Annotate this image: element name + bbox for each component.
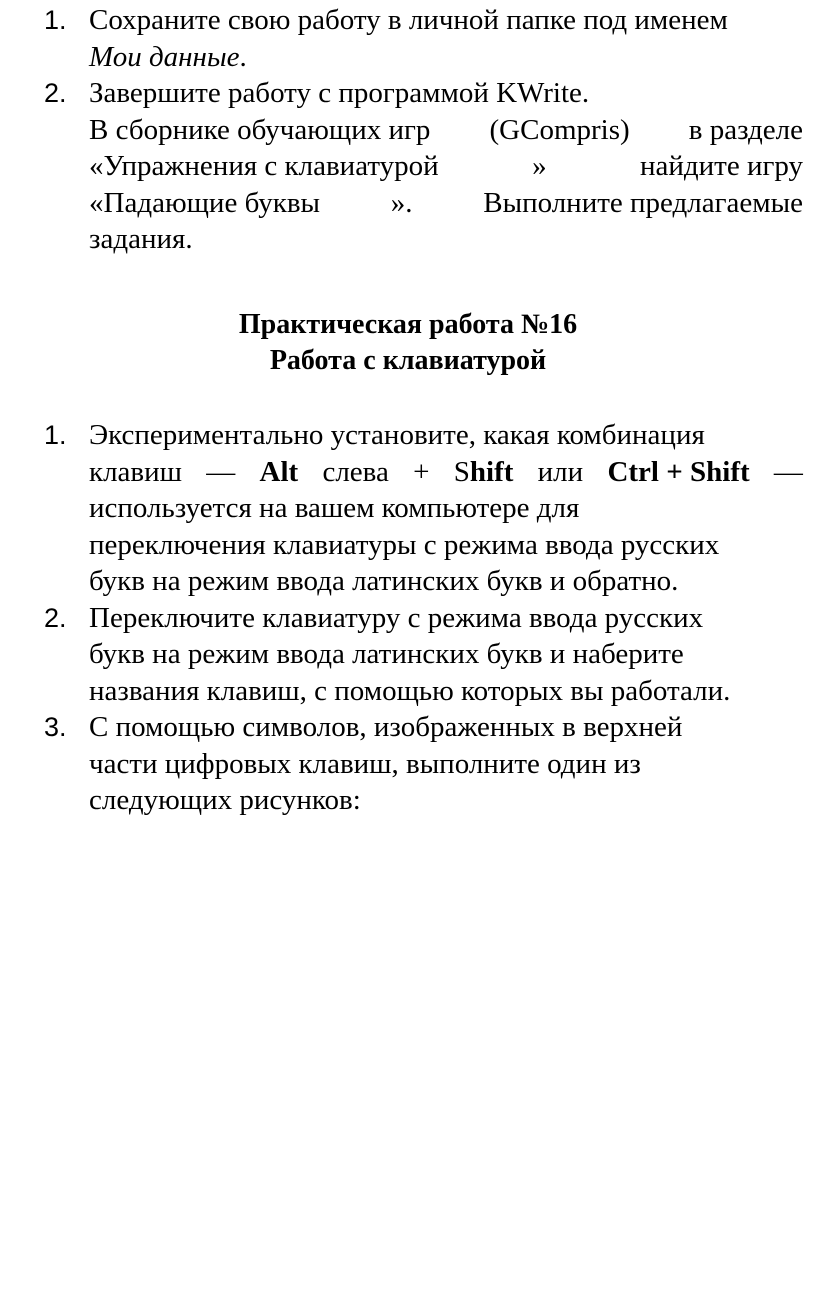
keys-word: клавиш [89,455,182,488]
line-segment: Выполните предлагаемые [483,186,803,219]
list-item-number: 1. [44,5,67,35]
dash: — [206,455,236,488]
line-segment: «Упражнения с клавиатурой [89,150,439,182]
list-item-line: Завершите работу с программой KWrite. [89,77,590,109]
key-combination-line [89,454,803,491]
line-segment: ». [390,186,413,219]
line-segment: в разделе [688,113,803,146]
ctrl-shift-combo [607,454,749,491]
list-item-line: Сохраните свою работу в личной папке под именем [89,4,728,36]
list-item-line: Экспериментально установите, какая комбинация [89,419,705,451]
list-item-number: 2. [44,602,67,633]
list-item-number: 2. [44,78,67,108]
list-item-line: задания. [89,223,193,255]
line-segment: В сборнике обучающих игр [89,113,431,146]
list-item-line: переключения клавиатуры с режима ввода русских [89,528,720,561]
sentence-end: . [239,40,247,73]
list-item-number: 3. [44,712,67,742]
alt-key-label: Alt [259,455,299,488]
folder-name-text: Мои данные [89,40,240,73]
list-item-number: 1. [44,420,67,450]
line-segment: (GCompris) [489,113,630,146]
ctrl-key-label: Ctrl [607,455,659,488]
list-item-line: букв на режим ввода латинских букв и обратно. [89,565,679,597]
list-item-line: С помощью символов, изображенных в верхней [89,711,683,743]
list-item-line [89,148,803,185]
list-item [0,417,816,600]
top-instruction-list [0,2,816,258]
page-title: Практическая работа №16 [238,309,578,340]
or-word: или [537,455,584,488]
plus-sign: + [666,455,683,488]
list-item-line: букв на режим ввода латинских букв и наберите [89,638,684,670]
left-word: слева [322,455,389,488]
task-list [0,417,816,819]
list-item-line: следующих рисунков: [89,784,361,816]
line-segment: » [532,150,547,182]
line-segment: найдите игру [639,150,803,182]
list-item-line: названия клавиш, с помощью которых вы работали. [89,674,731,707]
line-segment: «Падающие буквы [89,186,320,219]
list-item-line [89,185,803,222]
list-item-line [89,112,803,149]
list-item [0,75,816,258]
list-item-line [89,39,816,76]
dash: — [773,455,803,488]
list-item [0,600,816,710]
page-subtitle: Работа с клавиатурой [269,345,547,376]
shift-key-label [454,454,514,491]
plus-sign: + [413,455,430,488]
list-item-line: используется на вашем компьютере для [89,492,580,524]
list-item-line: части цифровых клавиш, выполните один из [89,747,641,780]
list-item [0,2,816,75]
shift-key-rest: hift [469,455,514,488]
list-item [0,709,816,819]
list-item-line: Переключите клавиатуру с режима ввода русских [89,601,704,634]
shift-key-label: Shift [690,455,750,488]
shift-key-first-letter: S [453,455,470,488]
